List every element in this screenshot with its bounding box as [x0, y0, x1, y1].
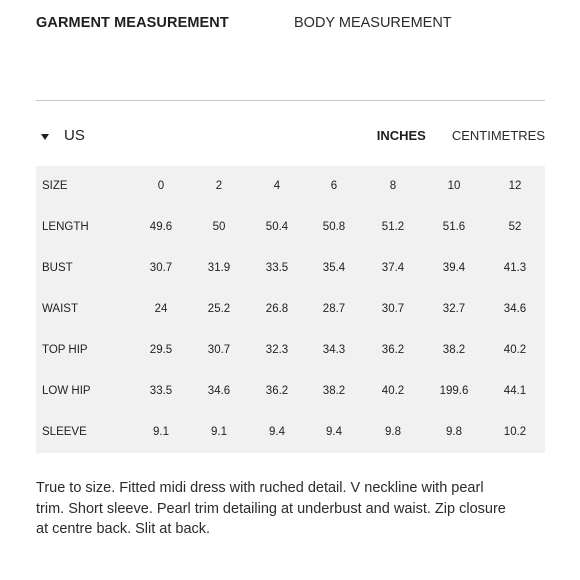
table-cell: 9.8	[446, 426, 462, 438]
size-chart-table	[36, 166, 545, 453]
table-cell: 4	[273, 180, 281, 192]
table-row-bust	[36, 248, 545, 289]
table-cell: 2	[215, 180, 223, 192]
table-row-waist	[36, 289, 545, 330]
caret-down-icon	[41, 134, 49, 140]
table-cell: 30.7	[207, 344, 231, 356]
table-cell: 31.9	[207, 262, 231, 274]
table-cell: 40.2	[381, 385, 405, 397]
table-cell: 50.4	[265, 221, 289, 233]
table-cell: 36.2	[265, 385, 289, 397]
table-cell: 6	[330, 180, 338, 192]
table-cell: 39.4	[442, 262, 466, 274]
tab-garment-measurement[interactable]: GARMENT MEASUREMENT	[36, 15, 229, 31]
table-cell: 9.1	[153, 426, 169, 438]
table-cell: 51.2	[381, 221, 405, 233]
row-label: SIZE	[42, 180, 68, 192]
table-cell: 8	[389, 180, 397, 192]
table-cell: 34.6	[207, 385, 231, 397]
table-cell: 10.2	[503, 426, 527, 438]
row-label: TOP HIP	[42, 344, 88, 356]
section-divider	[36, 100, 545, 101]
table-cell: 9.4	[269, 426, 285, 438]
region-selected-label: US	[64, 127, 85, 144]
table-cell: 34.3	[322, 344, 346, 356]
row-label: LOW HIP	[42, 385, 91, 397]
table-cell: 41.3	[503, 262, 527, 274]
table-cell: 40.2	[503, 344, 527, 356]
table-cell: 30.7	[149, 262, 173, 274]
unit-inches-option[interactable]: INCHES	[376, 128, 426, 143]
table-cell: 49.6	[149, 221, 173, 233]
unit-toggle	[377, 126, 545, 146]
row-label: BUST	[42, 262, 73, 274]
table-row-low-hip	[36, 371, 545, 412]
row-label: SLEEVE	[42, 426, 87, 438]
table-cell: 52	[508, 221, 522, 233]
table-cell: 10	[447, 180, 461, 192]
table-cell: 38.2	[322, 385, 346, 397]
table-cell: 35.4	[322, 262, 346, 274]
table-cell: 9.8	[385, 426, 401, 438]
table-cell: 28.7	[322, 303, 346, 315]
table-cell: 51.6	[442, 221, 466, 233]
measurement-tabs	[36, 14, 544, 34]
row-label: WAIST	[42, 303, 78, 315]
table-cell: 37.4	[381, 262, 405, 274]
unit-centimetres-option[interactable]: CENTIMETRES	[451, 128, 545, 143]
table-cell: 30.7	[381, 303, 405, 315]
table-cell: 33.5	[149, 385, 173, 397]
table-row-top-hip	[36, 330, 545, 371]
table-row-size	[36, 166, 545, 207]
table-cell: 50.8	[322, 221, 346, 233]
table-cell: 38.2	[442, 344, 466, 356]
row-label: LENGTH	[42, 221, 89, 233]
tab-body-measurement[interactable]: BODY MEASUREMENT	[294, 15, 452, 31]
product-description: True to size. Fitted midi dress with ruched detail. V neckline with pearl trim. Short sleeve. Pearl trim detailing at underbust and waist. Zip closure at centre back. Slit at back.	[36, 480, 506, 537]
table-row-sleeve	[36, 412, 545, 453]
table-cell: 25.2	[207, 303, 231, 315]
table-cell: 32.7	[442, 303, 466, 315]
table-cell: 26.8	[265, 303, 289, 315]
region-unit-bar	[36, 126, 545, 146]
table-cell: 0	[157, 180, 165, 192]
table-cell: 36.2	[381, 344, 405, 356]
table-cell: 9.1	[211, 426, 227, 438]
table-cell: 12	[508, 180, 522, 192]
table-cell: 24	[154, 303, 168, 315]
table-cell: 29.5	[149, 344, 173, 356]
table-cell: 50	[212, 221, 226, 233]
table-cell: 199.6	[439, 385, 469, 397]
table-cell: 33.5	[265, 262, 289, 274]
table-cell: 9.4	[326, 426, 342, 438]
table-cell: 44.1	[503, 385, 527, 397]
table-cell: 32.3	[265, 344, 289, 356]
table-row-length	[36, 207, 545, 248]
region-dropdown[interactable]	[36, 126, 85, 146]
table-cell: 34.6	[503, 303, 527, 315]
